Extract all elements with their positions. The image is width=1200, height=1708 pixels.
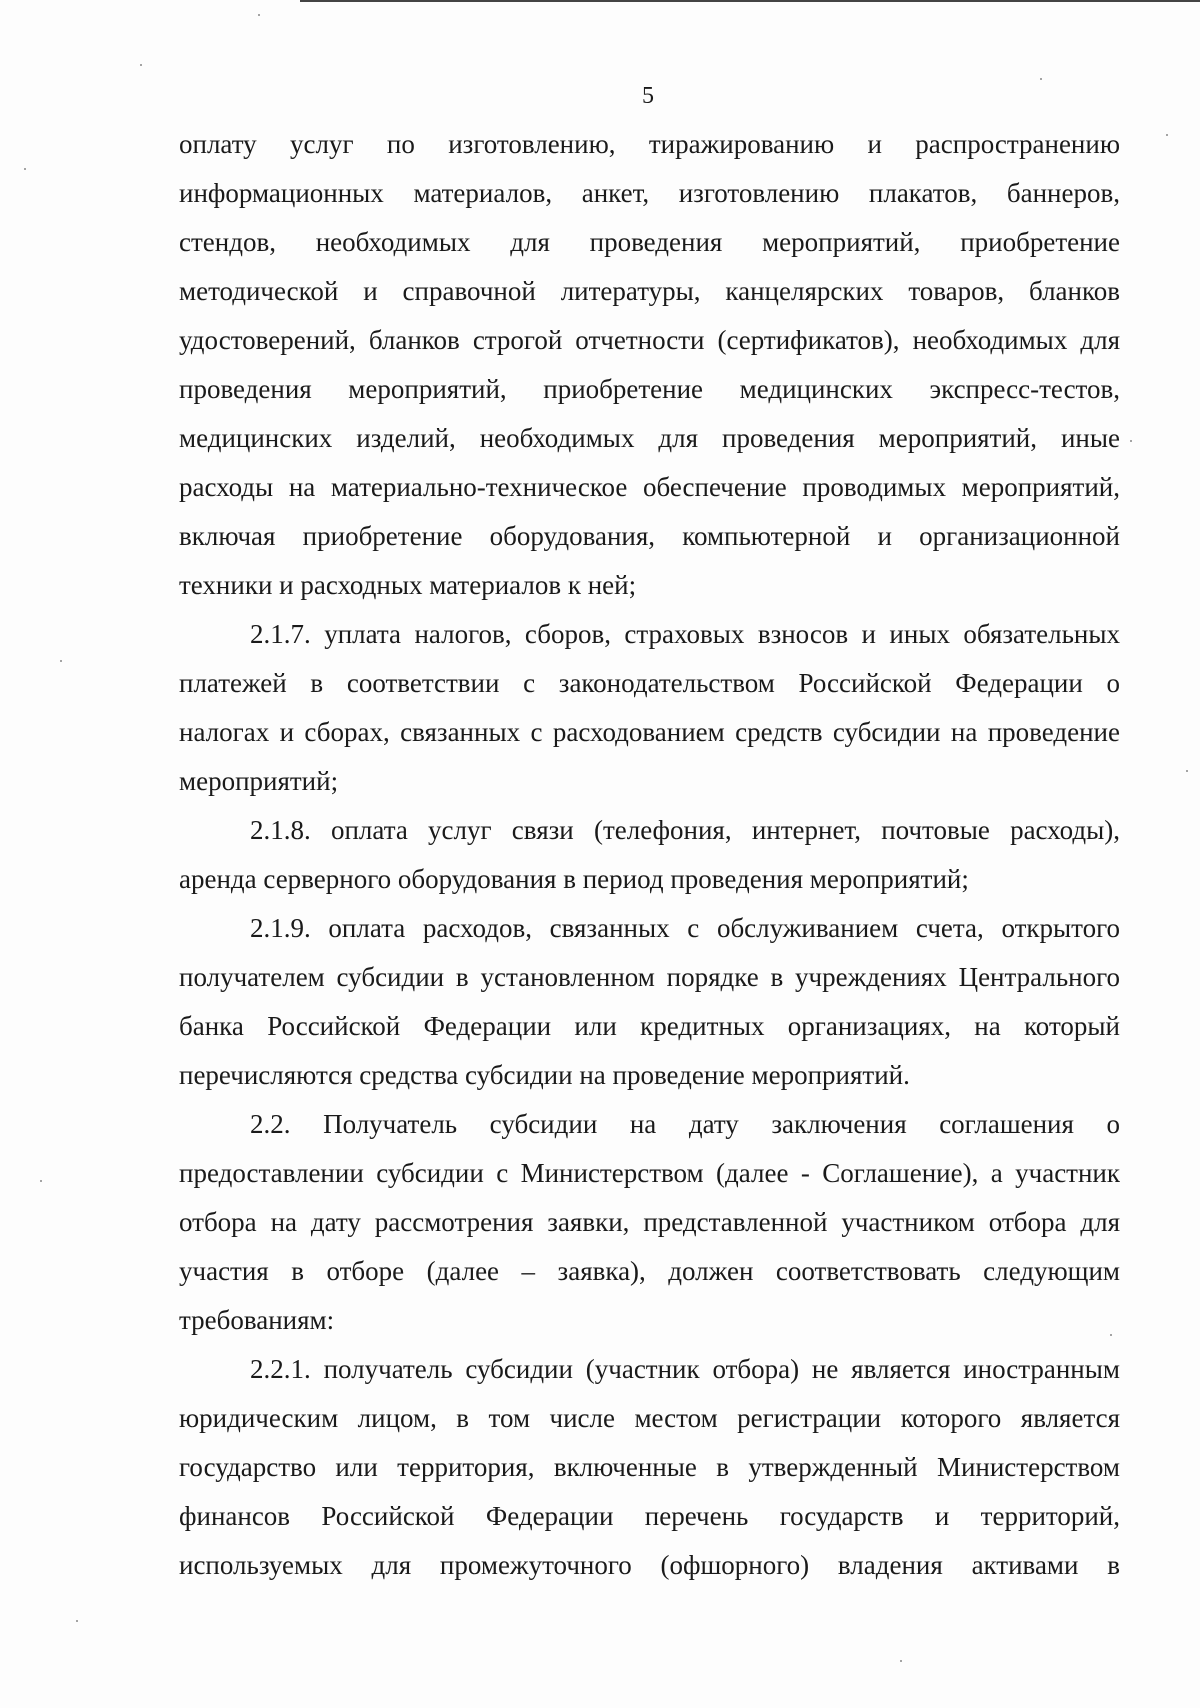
page-number: 5 bbox=[642, 83, 654, 109]
scan-speck bbox=[60, 660, 62, 662]
text-line: 2.1.9. оплата расходов, связанных с обслуживанием счета, открытого bbox=[250, 913, 1120, 943]
text-line: отбора на дату рассмотрения заявки, представленной участником отбора для bbox=[179, 1207, 1120, 1237]
text-line: юридическим лицом, в том числе местом регистрации которого является bbox=[179, 1403, 1120, 1433]
scan-speck bbox=[1040, 78, 1042, 80]
paragraph-list-continuation bbox=[179, 120, 1120, 610]
scan-speck bbox=[1130, 440, 1132, 442]
paragraph-2-1-7 bbox=[179, 610, 1120, 806]
document-body bbox=[179, 120, 1120, 1590]
text-line: финансов Российской Федерации перечень государств и территорий, bbox=[179, 1501, 1120, 1531]
text-line: 2.2. Получатель субсидии на дату заключения соглашения о bbox=[250, 1109, 1120, 1139]
text-line: стендов, необходимых для проведения мероприятий, приобретение bbox=[179, 227, 1120, 257]
paragraph-2-2 bbox=[179, 1100, 1120, 1345]
text-line: банка Российской Федерации или кредитных организациях, на который bbox=[179, 1011, 1120, 1041]
text-line: требованиям: bbox=[179, 1305, 335, 1335]
text-line: налогах и сборах, связанных с расходованием средств субсидии на проведение bbox=[179, 717, 1120, 747]
text-line: включая приобретение оборудования, компьютерной и организационной bbox=[179, 521, 1120, 551]
scan-speck bbox=[76, 1620, 78, 1622]
paragraph-2-1-8 bbox=[179, 806, 1120, 904]
text-line: методической и справочной литературы, канцелярских товаров, бланков bbox=[179, 276, 1120, 306]
text-line: перечисляются средства субсидии на проведение мероприятий. bbox=[179, 1060, 910, 1090]
scan-speck bbox=[24, 168, 26, 170]
text-line: получателем субсидии в установленном порядке в учреждениях Центрального bbox=[179, 962, 1120, 992]
scan-speck bbox=[258, 14, 260, 16]
scan-speck bbox=[900, 1660, 902, 1662]
scan-speck bbox=[1166, 134, 1168, 136]
scan-speck bbox=[140, 64, 142, 66]
scan-speck bbox=[1186, 770, 1188, 772]
text-line: медицинских изделий, необходимых для проведения мероприятий, иные bbox=[179, 423, 1120, 453]
text-line: информационных материалов, анкет, изготовлению плакатов, баннеров, bbox=[179, 178, 1120, 208]
paragraph-2-2-1 bbox=[179, 1345, 1120, 1590]
text-line: государство или территория, включенные в утвержденный Министерством bbox=[179, 1452, 1120, 1482]
text-line: аренда серверного оборудования в период проведения мероприятий; bbox=[179, 864, 969, 894]
text-line: платежей в соответствии с законодательством Российской Федерации о bbox=[179, 668, 1120, 698]
text-line: 2.1.7. уплата налогов, сборов, страховых взносов и иных обязательных bbox=[250, 619, 1120, 649]
scan-speck bbox=[1110, 1334, 1112, 1336]
text-line: удостоверений, бланков строгой отчетности (сертификатов), необходимых для bbox=[179, 325, 1120, 355]
scan-top-edge-line bbox=[300, 0, 1200, 2]
text-line: 2.2.1. получатель субсидии (участник отбора) не является иностранным bbox=[250, 1354, 1120, 1384]
text-line: расходы на материально-техническое обеспечение проводимых мероприятий, bbox=[179, 472, 1120, 502]
text-line: проведения мероприятий, приобретение медицинских экспресс-тестов, bbox=[179, 374, 1120, 404]
text-line: 2.1.8. оплата услуг связи (телефония, интернет, почтовые расходы), bbox=[250, 815, 1120, 845]
paragraph-2-1-9 bbox=[179, 904, 1120, 1100]
text-line: техники и расходных материалов к ней; bbox=[179, 570, 637, 600]
text-line: оплату услуг по изготовлению, тиражированию и распространению bbox=[179, 129, 1120, 159]
text-line: участия в отборе (далее – заявка), должен соответствовать следующим bbox=[179, 1256, 1120, 1286]
text-line: предоставлении субсидии с Министерством (далее - Соглашение), а участник bbox=[179, 1158, 1120, 1188]
text-line: используемых для промежуточного (офшорного) владения активами в bbox=[179, 1550, 1120, 1580]
scan-speck bbox=[40, 1180, 42, 1182]
text-line: мероприятий; bbox=[179, 766, 339, 796]
